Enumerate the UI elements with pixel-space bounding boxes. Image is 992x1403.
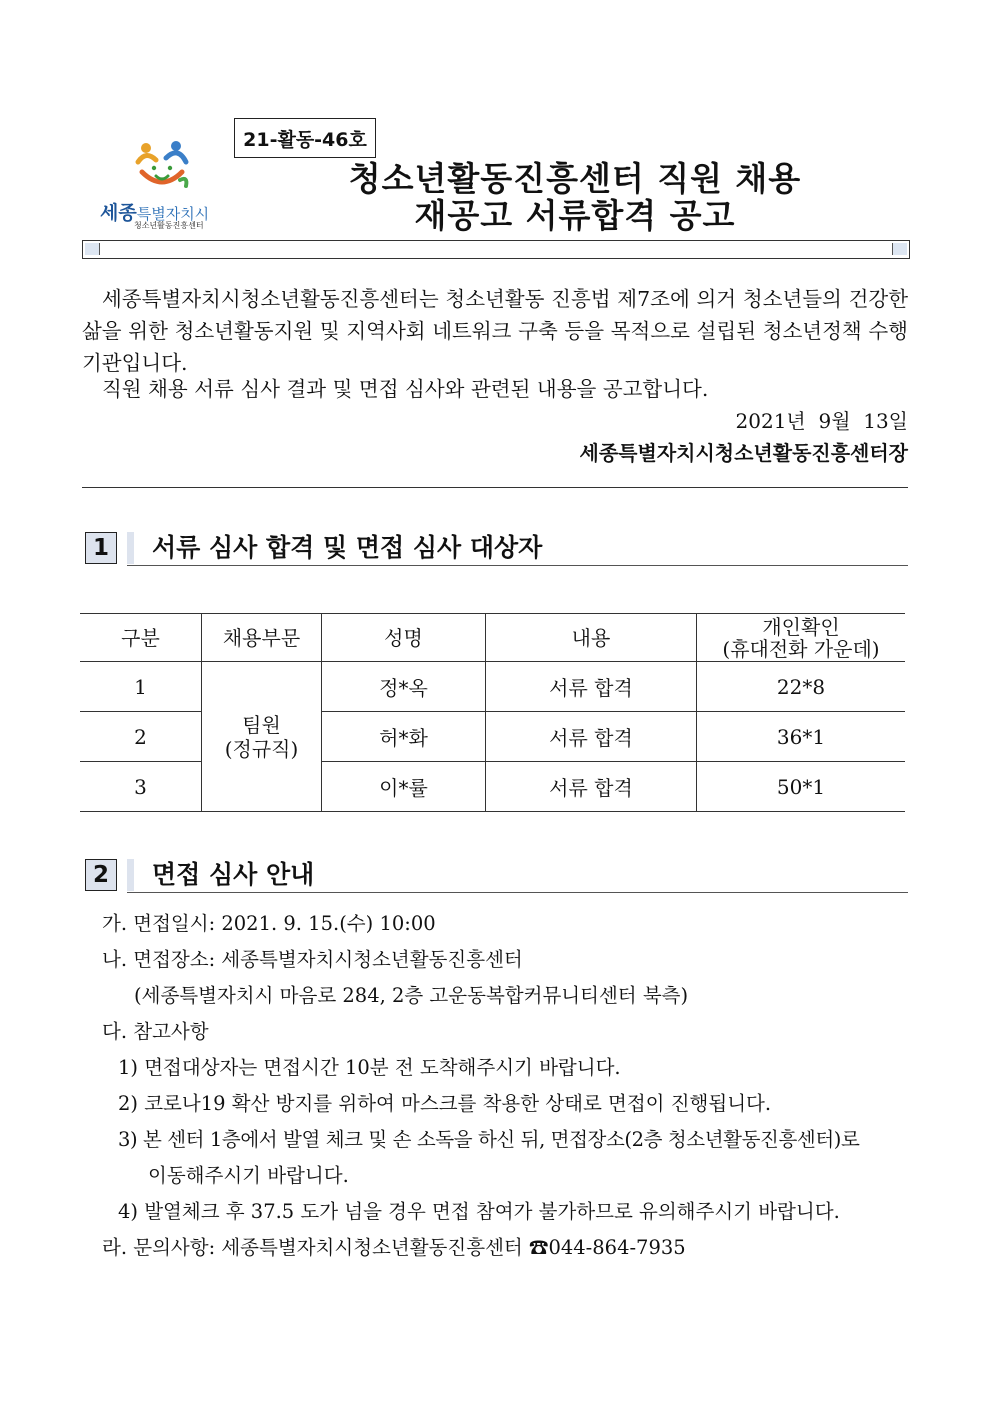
- col-header-name: 성명: [322, 614, 486, 662]
- title-divider-bar: [82, 240, 910, 259]
- row-no: 1: [80, 662, 202, 712]
- section-1-number: 1: [85, 532, 117, 564]
- col-header-id-line2: (휴대전화 가운데): [722, 636, 880, 661]
- col-header-dept: 채용부문: [202, 614, 322, 662]
- table-row: [80, 662, 905, 712]
- intro-divider: [82, 487, 908, 488]
- note-item-continued: 이동해주시기 바랍니다.: [148, 1164, 349, 1187]
- page-title: [300, 160, 850, 234]
- logo-emblem-icon: [132, 136, 192, 196]
- table-header-row: [80, 614, 905, 662]
- row-name: 정*옥: [322, 662, 486, 712]
- note-item: 1) 면접대상자는 면접시간 10분 전 도착해주시기 바랍니다.: [118, 1056, 621, 1079]
- divider-right-cap: [892, 243, 907, 255]
- dept-cell: [202, 662, 322, 812]
- logo-brand-a: 세종: [100, 202, 137, 224]
- notes-heading: 다. 참고사항: [102, 1020, 209, 1043]
- row-no: 2: [80, 712, 202, 762]
- row-name: 이*률: [322, 762, 486, 812]
- interview-place-detail: (세종특별자치시 마음로 284, 2층 고운동복합커뮤니티센터 북측): [134, 984, 689, 1007]
- title-line-1: 청소년활동진흥센터 직원 채용: [348, 159, 802, 198]
- section-1-accent: [127, 532, 134, 564]
- title-line-2: 재공고 서류합격 공고: [414, 196, 736, 235]
- section-2-number: 2: [85, 859, 117, 891]
- col-header-id: [697, 614, 906, 662]
- intro-paragraph: [82, 283, 908, 379]
- dept-line-1: 팀원: [242, 712, 281, 737]
- row-name: 허*화: [322, 712, 486, 762]
- notice-paragraph: [82, 373, 908, 405]
- announcement-date: 2021년 9월 13일: [735, 409, 908, 433]
- row-content: 서류 합격: [486, 712, 697, 762]
- row-no: 3: [80, 762, 202, 812]
- section-1-title: 서류 심사 합격 및 면접 심사 대상자: [152, 533, 543, 562]
- row-id: 22*8: [697, 662, 906, 712]
- col-header-id-line1: 개인확인: [762, 614, 840, 639]
- logo-subtitle: 청소년활동진흥센터: [134, 221, 204, 230]
- col-header-no: 구분: [80, 614, 202, 662]
- sejong-logo: [96, 142, 226, 232]
- section-1-underline: [127, 565, 908, 566]
- dept-line-2: (정규직): [224, 736, 299, 761]
- results-table: [80, 613, 905, 812]
- row-content: 서류 합격: [486, 662, 697, 712]
- note-item: 2) 코로나19 확산 방지를 위하여 마스크를 착용한 상태로 면접이 진행됩니다.: [118, 1092, 772, 1115]
- row-id: 50*1: [697, 762, 906, 812]
- contact-info: 라. 문의사항: 세종특별자치시청소년활동진흥센터 ☎044-864-7935: [102, 1236, 686, 1259]
- intro-text: 세종특별자치시청소년활동진흥센터는 청소년활동 진흥법 제7조에 의거 청소년들의 건강한 삶을 위한 청소년활동지원 및 지역사회 네트워크 구축 등을 목적으로 설립된 청소년정책 수행기관입니다.: [82, 287, 908, 375]
- col-header-content: 내용: [486, 614, 697, 662]
- note-item: 4) 발열체크 후 37.5 도가 넘을 경우 면접 참여가 불가하므로 유의해주시기 바랍니다.: [118, 1200, 840, 1223]
- divider-left-cap: [85, 243, 100, 255]
- row-id: 36*1: [697, 712, 906, 762]
- section-2-title: 면접 심사 안내: [152, 860, 315, 889]
- section-2-accent: [127, 859, 134, 891]
- row-content: 서류 합격: [486, 762, 697, 812]
- signer-name: 세종특별자치시청소년활동진흥센터장: [579, 441, 908, 465]
- document-number: 21-활동-46호: [234, 118, 376, 158]
- interview-date: 가. 면접일시: 2021. 9. 15.(수) 10:00: [102, 912, 436, 935]
- section-2-underline: [127, 892, 908, 893]
- notice-text: 직원 채용 서류 심사 결과 및 면접 심사와 관련된 내용을 공고합니다.: [102, 377, 709, 401]
- interview-place: 나. 면접장소: 세종특별자치시청소년활동진흥센터: [102, 948, 523, 971]
- note-item: 3) 본 센터 1층에서 발열 체크 및 손 소독을 하신 뒤, 면접장소(2층 청소년활동진흥센터)로: [118, 1128, 860, 1151]
- logo-brand-b: 특별자치시: [136, 205, 210, 223]
